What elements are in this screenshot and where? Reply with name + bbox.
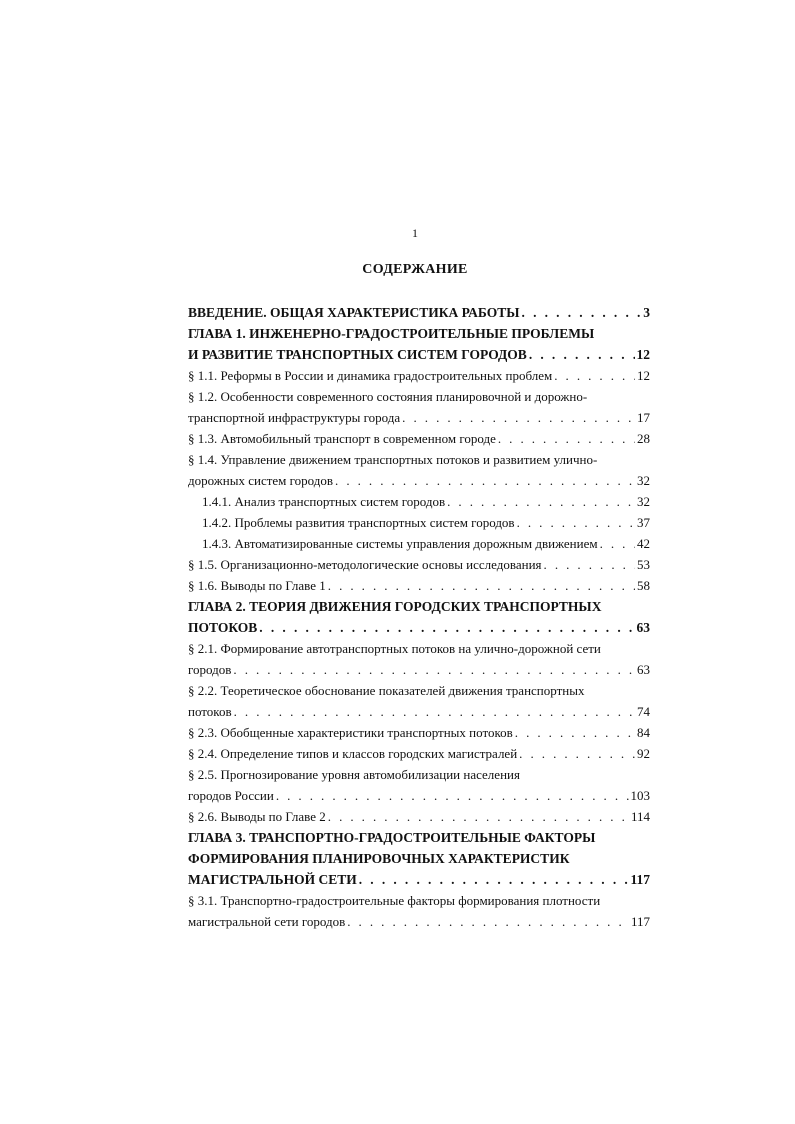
toc-entry-text: дорожных систем городов bbox=[188, 473, 334, 488]
toc-entry-text: § 1.6. Выводы по Главе 1 bbox=[188, 578, 326, 593]
toc-entry bbox=[188, 869, 650, 890]
toc-entry-page: 12 bbox=[636, 347, 650, 362]
toc-entry-text: ГЛАВА 2. ТЕОРИЯ ДВИЖЕНИЯ ГОРОДСКИХ ТРАНСПОРТНЫХ bbox=[188, 599, 602, 614]
toc-entry-page: 32 bbox=[637, 473, 650, 488]
toc-entry bbox=[188, 386, 650, 407]
dot-leader bbox=[335, 470, 635, 491]
dot-leader bbox=[515, 722, 635, 743]
dot-leader bbox=[402, 407, 635, 428]
toc-entry-text: магистральной сети городов bbox=[188, 914, 346, 929]
toc-entry bbox=[188, 806, 650, 827]
dot-leader bbox=[276, 785, 629, 806]
toc-entry bbox=[188, 890, 650, 911]
toc-entry-page: 114 bbox=[630, 809, 650, 824]
page-number: 1 bbox=[412, 226, 418, 240]
toc-entry bbox=[188, 638, 650, 659]
dot-leader bbox=[554, 365, 635, 386]
toc-entry-text: ГЛАВА 1. ИНЖЕНЕРНО-ГРАДОСТРОИТЕЛЬНЫЕ ПРОБЛЕМЫ bbox=[188, 326, 595, 341]
dot-leader bbox=[234, 701, 635, 722]
toc-entry bbox=[188, 848, 650, 869]
toc-entry bbox=[188, 554, 650, 575]
toc-entry bbox=[188, 911, 650, 932]
toc-entry bbox=[188, 743, 650, 764]
toc-entry-page: 58 bbox=[637, 578, 650, 593]
toc-entry bbox=[188, 827, 650, 848]
dot-leader bbox=[498, 428, 635, 449]
toc-entry-text: 1.4.2. Проблемы развития транспортных систем городов bbox=[202, 515, 515, 530]
toc-entry bbox=[188, 491, 650, 512]
toc-entry bbox=[188, 596, 650, 617]
toc-entry bbox=[188, 764, 650, 785]
toc-entry-text: городов России bbox=[188, 788, 274, 803]
toc-entry-page: 63 bbox=[636, 620, 650, 635]
dot-leader bbox=[517, 512, 635, 533]
toc-entry-page: 63 bbox=[637, 662, 650, 677]
toc-entry-page: 42 bbox=[637, 536, 650, 551]
toc-title: СОДЕРЖАНИЕ bbox=[362, 262, 468, 277]
toc-entry-text: транспортной инфраструктуры города bbox=[188, 410, 401, 425]
dot-leader bbox=[600, 533, 635, 554]
toc-entry-text: § 2.2. Теоретическое обоснование показателей движения транспортных bbox=[188, 683, 585, 698]
toc-entry-text: 1.4.1. Анализ транспортных систем городов bbox=[202, 494, 446, 509]
table-of-contents bbox=[188, 302, 650, 932]
toc-entry bbox=[188, 785, 650, 806]
toc-entry bbox=[188, 449, 650, 470]
toc-entry-text: § 1.4. Управление движением транспортных потоков и развитием улично- bbox=[188, 452, 598, 467]
toc-entry-text: МАГИСТРАЛЬНОЙ СЕТИ bbox=[188, 872, 357, 887]
toc-entry-text: И РАЗВИТИЕ ТРАНСПОРТНЫХ СИСТЕМ ГОРОДОВ bbox=[188, 347, 527, 362]
toc-entry bbox=[188, 680, 650, 701]
dot-leader bbox=[522, 302, 642, 323]
dot-leader bbox=[529, 344, 635, 365]
dot-leader bbox=[233, 659, 635, 680]
toc-entry-text: § 2.1. Формирование автотранспортных потоков на улично-дорожной сети bbox=[188, 641, 601, 656]
toc-entry-text: ПОТОКОВ bbox=[188, 620, 258, 635]
toc-entry-page: 28 bbox=[637, 431, 650, 446]
toc-entry-page: 103 bbox=[630, 788, 650, 803]
toc-entry-text: § 2.4. Определение типов и классов городских магистралей bbox=[188, 746, 518, 761]
toc-entry bbox=[188, 470, 650, 491]
dot-leader bbox=[347, 911, 629, 932]
toc-entry bbox=[188, 302, 650, 323]
toc-entry-page: 3 bbox=[643, 305, 650, 320]
toc-entry-text: городов bbox=[188, 662, 232, 677]
toc-entry-text: ФОРМИРОВАНИЯ ПЛАНИРОВОЧНЫХ ХАРАКТЕРИСТИК bbox=[188, 851, 570, 866]
dot-leader bbox=[328, 575, 635, 596]
toc-entry bbox=[188, 659, 650, 680]
dot-leader bbox=[519, 743, 635, 764]
toc-entry-page: 92 bbox=[637, 746, 650, 761]
dot-leader bbox=[447, 491, 635, 512]
toc-entry-text: ГЛАВА 3. ТРАНСПОРТНО-ГРАДОСТРОИТЕЛЬНЫЕ ФАКТОРЫ bbox=[188, 830, 596, 845]
toc-entry-page: 74 bbox=[637, 704, 650, 719]
toc-entry-page: 84 bbox=[637, 725, 650, 740]
toc-entry bbox=[188, 407, 650, 428]
toc-entry bbox=[188, 512, 650, 533]
toc-entry-page: 32 bbox=[637, 494, 650, 509]
dot-leader bbox=[359, 869, 629, 890]
toc-entry bbox=[188, 722, 650, 743]
toc-entry-page: 53 bbox=[637, 557, 650, 572]
toc-entry bbox=[188, 365, 650, 386]
toc-entry-text: § 1.5. Организационно-методологические основы исследования bbox=[188, 557, 542, 572]
toc-entry-text: § 2.3. Обобщенные характеристики транспортных потоков bbox=[188, 725, 513, 740]
toc-entry-text: потоков bbox=[188, 704, 232, 719]
toc-entry-text: 1.4.3. Автоматизированные системы управления дорожным движением bbox=[202, 536, 598, 551]
dot-leader bbox=[259, 617, 634, 638]
toc-entry bbox=[188, 428, 650, 449]
toc-entry-page: 117 bbox=[630, 914, 650, 929]
toc-entry bbox=[188, 701, 650, 722]
toc-entry-text: § 1.2. Особенности современного состояния планировочной и дорожно- bbox=[188, 389, 588, 404]
toc-entry-text: § 1.3. Автомобильный транспорт в современном городе bbox=[188, 431, 496, 446]
toc-entry-text: § 1.1. Реформы в России и динамика градостроительных проблем bbox=[188, 368, 553, 383]
toc-entry bbox=[188, 533, 650, 554]
toc-entry bbox=[188, 575, 650, 596]
dot-leader bbox=[328, 806, 629, 827]
toc-entry bbox=[188, 323, 650, 344]
toc-entry-page: 37 bbox=[637, 515, 650, 530]
toc-entry-page: 117 bbox=[630, 872, 650, 887]
toc-entry-page: 12 bbox=[637, 368, 650, 383]
toc-entry bbox=[188, 617, 650, 638]
dot-leader bbox=[544, 554, 635, 575]
toc-entry-text: ВВЕДЕНИЕ. ОБЩАЯ ХАРАКТЕРИСТИКА РАБОТЫ bbox=[188, 305, 520, 320]
toc-entry-text: § 3.1. Транспортно-градостроительные факторы формирования плотности bbox=[188, 893, 601, 908]
toc-entry-page: 17 bbox=[637, 410, 650, 425]
toc-entry bbox=[188, 344, 650, 365]
toc-entry-text: § 2.5. Прогнозирование уровня автомобилизации населения bbox=[188, 767, 520, 782]
toc-entry-text: § 2.6. Выводы по Главе 2 bbox=[188, 809, 326, 824]
